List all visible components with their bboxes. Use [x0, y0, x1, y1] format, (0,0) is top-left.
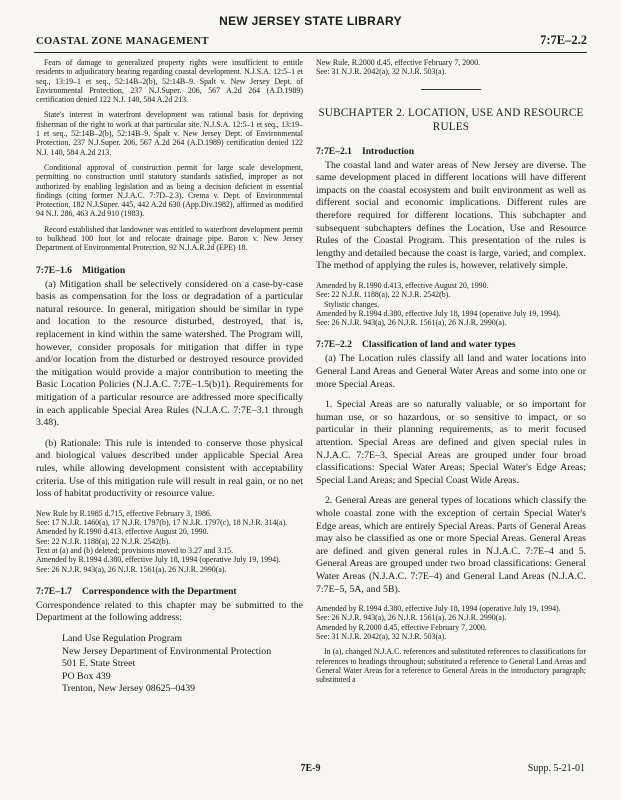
- history-note: See: 17 N.J.R. 1460(a), 17 N.J.R. 1797(b), 17 N.J.R. 1797(c), 18 N.J.R. 314(a).: [36, 518, 288, 528]
- section-divider: [421, 89, 481, 90]
- body-paragraph: (a) The Location rules classify all land and water locations into General Land Areas and General Water Areas and some into one or more Special Areas.: [316, 353, 586, 390]
- history-notes: [316, 604, 586, 641]
- history-note: See: 31 N.J.R. 2042(a), 32 N.J.R. 503(a).: [316, 67, 447, 77]
- annotation-paragraph: Fears of damage to generalized property rights were insufficient to entitle residents to adjudicatory hearing regarding coastal development. N.J.S.A. 12:5–1 et seq., 13:19–1 et seq., 52:14B–2(b), 52:14B–9. Spalt v. New Jersey Dept. of Environmental Protection, 237 N.J.Super. 206, 567 A.2d 264 (A.D.1989) certification denied 122 N.J. 140, 584 A.2d 213.: [36, 58, 303, 105]
- history-note: Amended by R.1990 d.413, effective August 20, 1990.: [316, 280, 489, 290]
- body-paragraph: (b) Rationale: This rule is intended to conserve those physical and biological values described under applicable Special Area rules, while allowing development consistent with acceptability criteria. Use of this mitigation rule will result in real gain, or no net loss of habitat productivity or resource value.: [36, 437, 303, 500]
- supplement-date: Supp. 5-21-01: [527, 763, 585, 774]
- section-number: 7:7E–2.2: [316, 339, 352, 351]
- history-note: New Rule, R.2000 d.45, effective February 7, 2000.: [316, 58, 480, 67]
- header-rule: [34, 52, 587, 53]
- history-note: Text at (a) and (b) deleted; provisions moved to 3.27 and 3.15.: [36, 545, 234, 555]
- history-note: See: 26 N.J.R. 943(a), 26 N.J.R. 1561(a), 26 N.J.R. 2990(a).: [316, 613, 507, 623]
- history-note: Amended by R.1990 d.413, effective August 20, 1990.: [36, 527, 209, 537]
- section-title: Classification of land and water types: [361, 339, 516, 351]
- history-notes: [316, 58, 586, 77]
- annotation-paragraph: Conditional approval of construction permit for large scale development, permitting no construction until statutory standards satisfied, improper as not authorized by enabling legislation and as being a decision deficient in essential findings (citing former N.J.A.C. 7:7D–2.3). Crema v. Dept. of Environmental Protection, 182 N.J.Super. 445, 442 A.2d 630 (App.Div.1982), affirmed as modified 94 N.J. 286, 463 A.2d 910 (1983).: [36, 162, 303, 219]
- history-note: Amended by R.1994 d.380, effective July 18, 1994 (operative July 19, 1994).: [316, 308, 561, 318]
- body-paragraph: 1. Special Areas are so naturally valuable, or so important for human use, or so hazardous, or so sensitive to impact, or so particular in their planning requirements, as to merit focused attention. Special Areas are defined and given special rules in N.J.A.C. 7:7E–3. Special Areas are grouped under four broad classifications: Special Water Areas; Special Water's Edge Areas; Special Land Areas; and Special Coast Wide Areas.: [316, 399, 586, 486]
- page-number: 7E-9: [300, 763, 321, 774]
- running-header-title: COASTAL ZONE MANAGEMENT: [36, 36, 209, 47]
- amendment-note: In (a), changed N.J.A.C. references and substituted references to classifications for references to headings throughout; substituted a reference to General Land Areas and General Water Areas for a reference to General Areas in the introductory paragraph; substituted a: [316, 647, 586, 685]
- library-stamp: NEW JERSEY STATE LIBRARY: [219, 14, 402, 28]
- left-column: [36, 58, 303, 696]
- right-column: [316, 58, 586, 690]
- history-notes: [316, 281, 586, 327]
- section-heading-1-6: [36, 265, 303, 276]
- body-paragraph: 2. General Areas are general types of locations which classify the whole coastal zone with the exception of certain Special Water's Edge areas, which are entirely Special Areas. Parts of General Areas may also be classified as one or more Special Areas. General Areas are defined and given general rules in N.J.A.C. 7:7E–4 and 5. General Areas are grouped under two broad classifications: General Water Areas (N.J.A.C. 7:7E–4) and General Land Areas (N.J.A.C. 7:7E–5, 5A, and 5B).: [316, 495, 586, 595]
- annotation-paragraph: Record established that landowner was entitled to waterfront development permit to bulkhead 100 foot lot and relocate drainage pipe. Baron v. New Jersey Department of Environmental Protection, 92 N.J.A.R.2d (EPE) 18.: [36, 224, 303, 253]
- history-note: See: 31 N.J.R. 2042(a), 32 N.J.R. 503(a).: [316, 632, 447, 641]
- mailing-address: [36, 633, 303, 696]
- section-heading-1-7: [36, 586, 303, 597]
- address-line: New Jersey Department of Environmental Protection: [62, 645, 272, 657]
- body-paragraph: Correspondence related to this chapter may be submitted to the Department at the following address:: [36, 599, 303, 624]
- address-line: Trenton, New Jersey 08625–0439: [62, 683, 196, 695]
- history-notes: [36, 509, 303, 574]
- history-note: Amended by R.1994 d.380, effective July 18, 1994 (operative July 19, 1994).: [316, 604, 561, 614]
- history-note: See: 26 N.J.R. 943(a), 26 N.J.R. 1561(a), 26 N.J.R. 2990(a).: [316, 318, 507, 328]
- history-note: New Rule by R.1985 d.715, effective February 3, 1986.: [36, 508, 212, 518]
- history-note: See: 22 N.J.R. 1188(a), 22 N.J.R. 2542(b).: [316, 290, 451, 300]
- body-paragraph: (a) Mitigation shall be selectively considered on a case-by-case basis as compensation for the loss or degradation of a particular natural resource. In general, mitigation should be similar in type and location to the resource disturbed, destroyed, that is, replacement in kind within the same watershed. The Program will, however, consider proposals for mitigation that differ in type and/or location from the disturbed or destroyed resource provided the mitigation would provide a major contribution to meeting the Basic Location Policies (N.J.A.C. 7:7E–1.5(b)1). Requirements for mitigation of a particular resource are addressed more specifically in each applicable Special Area Rules (N.J.A.C. 7:7E–3.1 through 3.48).: [36, 278, 303, 429]
- address-line: 501 E. State Street: [62, 658, 136, 670]
- address-line: PO Box 439: [62, 670, 111, 682]
- section-heading-2-2: [316, 339, 586, 350]
- history-note: Stylistic changes.: [324, 299, 380, 309]
- section-number: 7:7E–1.7: [36, 585, 72, 597]
- section-number: 7:7E–1.6: [36, 264, 72, 276]
- history-note: See: 22 N.J.R. 1188(a), 22 N.J.R. 2542(b).: [36, 536, 171, 546]
- body-paragraph: The coastal land and water areas of New Jersey are diverse. The same development placed in different locations will have different impacts on the coastal ecosystem and built environment as well as different social and economic implications. Different rules are therefore required for different locations. This subchapter and subsequent subchapters defines the Location, Use and Resource Rules of the Coastal Program. This presentation of the rules is lengthy and detailed because the coast is large, varied, and complex. The method of applying the rules is, however, relatively simple.: [316, 159, 586, 272]
- subchapter-title: SUBCHAPTER 2. LOCATION, USE AND RESOURCE RULES: [318, 106, 584, 133]
- history-note: See: 26 N.J.R. 943(a), 26 N.J.R. 1561(a), 26 N.J.R. 2990(a).: [36, 564, 227, 574]
- section-heading-2-1: [316, 146, 586, 157]
- section-title: Introduction: [361, 145, 415, 157]
- annotation-paragraph: State's interest in waterfront development was rational basis for depriving fisherman of the right to work at that particular site. N.J.S.A. 12:5–1 et seq., 13:19–1 et seq., 52:14B–2(b), 52:14B–9. Spalt v. New Jersey Dept. of Environmental Protection, 237 N.J.Super. 206, 567 A.2d 264 (A.D.1989) certification denied 122 N.J. 140, 584 A.2d 213.: [36, 110, 303, 157]
- address-line: Land Use Regulation Program: [62, 633, 183, 644]
- section-title: Mitigation: [81, 264, 126, 276]
- section-number: 7:7E–2.1: [316, 145, 352, 157]
- section-title: Correspondence with the Department: [81, 585, 237, 597]
- running-header-section: 7:7E–2.2: [540, 33, 587, 47]
- history-note: Amended by R.1994 d.380, effective July 18, 1994 (operative July 19, 1994).: [36, 555, 281, 565]
- history-note: Amended by R.2000 d.45, effective February 7, 2000.: [316, 622, 487, 632]
